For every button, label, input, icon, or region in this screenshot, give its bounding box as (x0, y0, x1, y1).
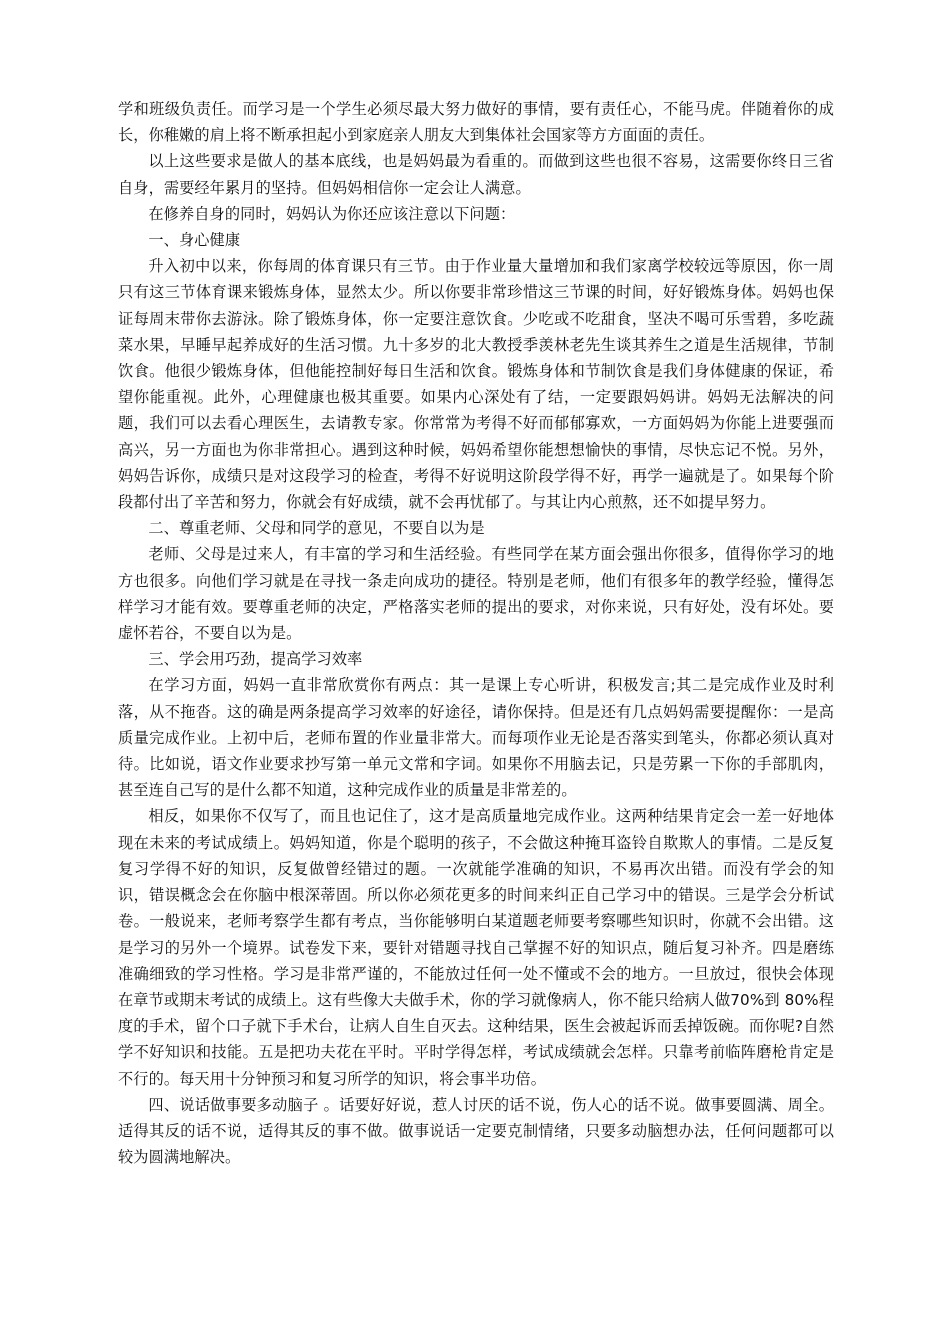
paragraph-efficiency: 在学习方面，妈妈一直非常欣赏你有两点：其一是课上专心听讲，积极发言;其二是完成作业及时利落，从不拖沓。这的确是两条提高学习效率的好途径，请你保持。但是还有几点妈妈需要提醒你：一是高质量完成作业。上初中后，老师布置的作业量非常大。而每项作业无论是否落实到笔头，你都必须认真对待。比如说，语文作业要求抄写第一单元文常和字词。如果你不用脑去记，只是劳累一下你的手部肌肉，甚至连自己写的是什么都不知道，这种完成作业的质量是非常差的。 (118, 676, 834, 800)
paragraph-baseline: 以上这些要求是做人的基本底线，也是妈妈最为看重的。而做到这些也很不容易，这需要你终日三省自身，需要经年累月的坚持。但妈妈相信你一定会让人满意。 (118, 152, 834, 197)
paragraph-health: 升入初中以来，你每周的体育课只有三节。由于作业量大量增加和我们家离学校较远等原因，你一周只有这三节体育课来锻炼身体，显然太少。所以你要非常珍惜这三节课的时间，好好锻炼身体。妈妈也保证每周末带你去游泳。除了锻炼身体，你一定要注意饮食。少吃或不吃甜食，坚决不喝可乐雪碧，多吃蔬菜水果，早睡早起养成好的生活习惯。九十多岁的北大教授季羡林老先生谈其养生之道是生活规律，节制饮食。他很少锻炼身体，但他能控制好每日生活和饮食。锻炼身体和节制饮食是我们身体健康的保证，希望你能重视。此外，心理健康也极其重要。如果内心深处有了结，一定要跟妈妈讲。妈妈无法解决的问题，我们可以去看心理医生，去请教专家。你常常为考得不好而郁郁寡欢，一方面妈妈为你能上进要强而高兴，另一方面也为你非常担心。遇到这种时候，妈妈希望你能想想愉快的事情，尽快忘记不悦。另外，妈妈告诉你，成绩只是对这段学习的检查，考得不好说明这阶段学得不好，再学一遍就是了。如果每个阶段都付出了辛苦和努力，你就会有好成绩，就不会再忧郁了。与其让内心煎熬，还不如提早努力。 (118, 257, 834, 512)
document-body (118, 96, 834, 1170)
heading-health: 一、身心健康 (148, 231, 241, 250)
paragraph-intro: 在修养自身的同时，妈妈认为你还应该注意以下问题： (148, 204, 516, 223)
paragraph-respect: 老师、父母是过来人，有丰富的学习和生活经验。有些同学在某方面会强出你很多，值得你学习的地方也很多。向他们学习就是在寻找一条走向成功的捷径。特别是老师，他们有很多年的教学经验，懂得怎样学习才能有效。要尊重老师的决定，严格落实老师的提出的要求，对你来说，只有好处，没有坏处。要虚怀若谷，不要自以为是。 (118, 545, 834, 643)
heading-respect: 二、尊重老师、父母和同学的意见，不要自以为是 (148, 519, 485, 538)
paragraph-review: 相反，如果你不仅写了，而且也记住了，这才是高质量地完成作业。这两种结果肯定会一差一好地体现在未来的考试成绩上。妈妈知道，你是个聪明的孩子，不会做这种掩耳盗铃自欺欺人的事情。二是反复复习学得不好的知识，反复做曾经错过的题。一次就能学准确的知识，不易再次出错。而没有学会的知识，错误概念会在你脑中根深蒂固。所以你必须花更多的时间来纠正自己学习中的错误。三是学会分析试卷。一般说来，老师考察学生都有考点，当你能够明白某道题老师要考察哪些知识时，你就不会出错。这是学习的另外一个境界。试卷发下来，要针对错题寻找自己掌握不好的知识点，随后复习补齐。四是磨练准确细致的学习性格。学习是非常严谨的，不能放过任何一处不懂或不会的地方。一旦放过，很快会体现在章节或期末考试的成绩上。这有些像大夫做手术，你的学习就像病人，你不能只给病人做70%到 80%程度的手术，留个口子就下手术台，让病人自生自灭去。这种结果，医生会被起诉而丢掉饭碗。而你呢?自然学不好知识和技能。五是把功夫花在平时。平时学得怎样，考试成绩就会怎样。只靠考前临阵磨枪肯定是不行的。每天用十分钟预习和复习所学的知识，将会事半功倍。 (118, 807, 834, 1088)
paragraph-think: 四、说话做事要多动脑子 。话要好好说，惹人讨厌的话不说，伤人心的话不说。做事要圆满、周全。适得其反的话不说，适得其反的事不做。做事说话一定要克制情绪，只要多动脑想办法，任何问题都可以较为圆满地解决。 (118, 1095, 834, 1167)
heading-efficiency: 三、学会用巧劲，提高学习效率 (148, 650, 363, 669)
paragraph-responsibility: 学和班级负责任。而学习是一个学生必须尽最大努力做好的事情，要有责任心，不能马虎。伴随着你的成长，你稚嫩的肩上将不断承担起小到家庭亲人朋友大到集体社会国家等方方面面的责任。 (118, 100, 834, 145)
